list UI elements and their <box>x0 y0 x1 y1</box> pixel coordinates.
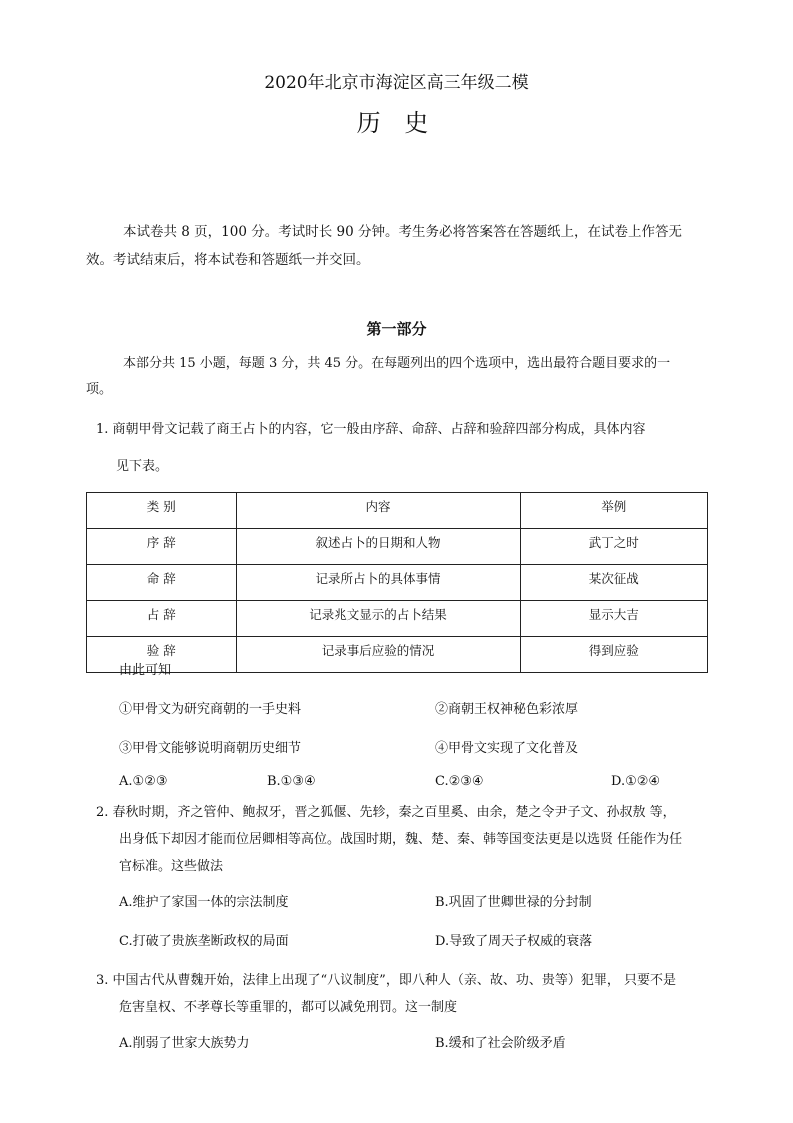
q2-option-d[interactable]: D.导致了周天子权威的衰落 <box>435 934 593 949</box>
table-cell: 武丁之时 <box>520 529 707 565</box>
q1-stem-line-2: 见下表。 <box>116 459 169 474</box>
q2-stem-line-2: 出身低下却因才能而位居卿相等高位。战国时期，魏、楚、秦、韩等国变法更是以选贤 任能作为任 <box>119 832 683 847</box>
q3-option-a[interactable]: A.削弱了世家大族势力 <box>119 1036 250 1051</box>
table-header-cell: 举例 <box>520 493 707 529</box>
q3-stem-line-2: 危害皇权、不孝尊长等重罪的，都可以减免刑罚。这一制度 <box>119 1000 458 1015</box>
part-one-intro-line-2: 项。 <box>86 382 113 397</box>
q3-option-b[interactable]: B.缓和了社会阶级矛盾 <box>435 1036 566 1051</box>
table-cell: 记录兆文显示的占卜结果 <box>236 601 520 637</box>
table-cell: 叙述占卜的日期和人物 <box>236 529 520 565</box>
table-row <box>87 529 708 565</box>
part-one-title: 第一部分 <box>366 320 427 338</box>
q1-stem-line-1: 1. 商朝甲骨文记载了商王占卜的内容，它一般由序辞、命辞、占辞和验辞四部分构成，具体内容 <box>96 422 646 437</box>
q2-option-c[interactable]: C.打破了贵族垄断政权的局面 <box>119 934 289 949</box>
oracle-bone-table <box>86 492 708 673</box>
table-header-cell: 类 别 <box>87 493 237 529</box>
q1-lead: 由此可知 <box>119 663 172 678</box>
q2-option-b[interactable]: B.巩固了世卿世禄的分封制 <box>435 895 592 910</box>
table-cell: 序 辞 <box>87 529 237 565</box>
table-cell: 验 辞 <box>87 637 237 673</box>
q2-stem-line-3: 官标准。这些做法 <box>119 859 224 874</box>
table-row <box>87 637 708 673</box>
table-cell: 显示大吉 <box>520 601 707 637</box>
q1-option-b[interactable]: B.①③④ <box>267 774 316 789</box>
table-header-cell: 内容 <box>236 493 520 529</box>
table-row <box>87 565 708 601</box>
table-cell: 某次征战 <box>520 565 707 601</box>
table-cell: 命 辞 <box>87 565 237 601</box>
table-row <box>87 601 708 637</box>
exam-title: 2020年北京市海淀区高三年级二模 <box>264 73 529 93</box>
subject-title: 历 史 <box>356 109 437 137</box>
q3-stem-line-1: 3. 中国古代从曹魏开始，法律上出现了“八议制度”，即八种人（亲、故、功、贵等）犯罪， 只要不是 <box>96 973 676 988</box>
table-cell: 记录事后应验的情况 <box>236 637 520 673</box>
q1-statement: ④甲骨文实现了文化普及 <box>435 741 579 756</box>
instructions-line-2: 效。考试结束后，将本试卷和答题纸一并交回。 <box>86 252 370 268</box>
part-one-intro-line-1: 本部分共 15 小题，每题 3 分，共 45 分。在每题列出的四个选项中，选出最符合题目要求的一 <box>123 356 671 371</box>
q2-option-a[interactable]: A.维护了家国一体的宗法制度 <box>119 895 289 910</box>
table-cell: 记录所占卜的具体事情 <box>236 565 520 601</box>
table-cell: 得到应验 <box>520 637 707 673</box>
q2-stem-line-1: 2. 春秋时期，齐之管仲、鲍叔牙，晋之狐偃、先轸，秦之百里奚、由余，楚之令尹子文、孙叔敖 等， <box>96 805 676 820</box>
q1-statement: ③甲骨文能够说明商朝历史细节 <box>119 741 302 756</box>
q1-option-d[interactable]: D.①②④ <box>611 774 661 789</box>
q1-option-c[interactable]: C.②③④ <box>435 774 484 789</box>
table-cell: 占 辞 <box>87 601 237 637</box>
q1-statement: ②商朝王权神秘色彩浓厚 <box>435 702 579 717</box>
table-header-row <box>87 493 708 529</box>
q1-statement: ①甲骨文为研究商朝的一手史料 <box>119 702 302 717</box>
q1-option-a[interactable]: A.①②③ <box>119 774 168 789</box>
instructions-line-1: 本试卷共 8 页，100 分。考试时长 90 分钟。考生务必将答案答在答题纸上，在试卷上作答无 <box>123 224 682 240</box>
